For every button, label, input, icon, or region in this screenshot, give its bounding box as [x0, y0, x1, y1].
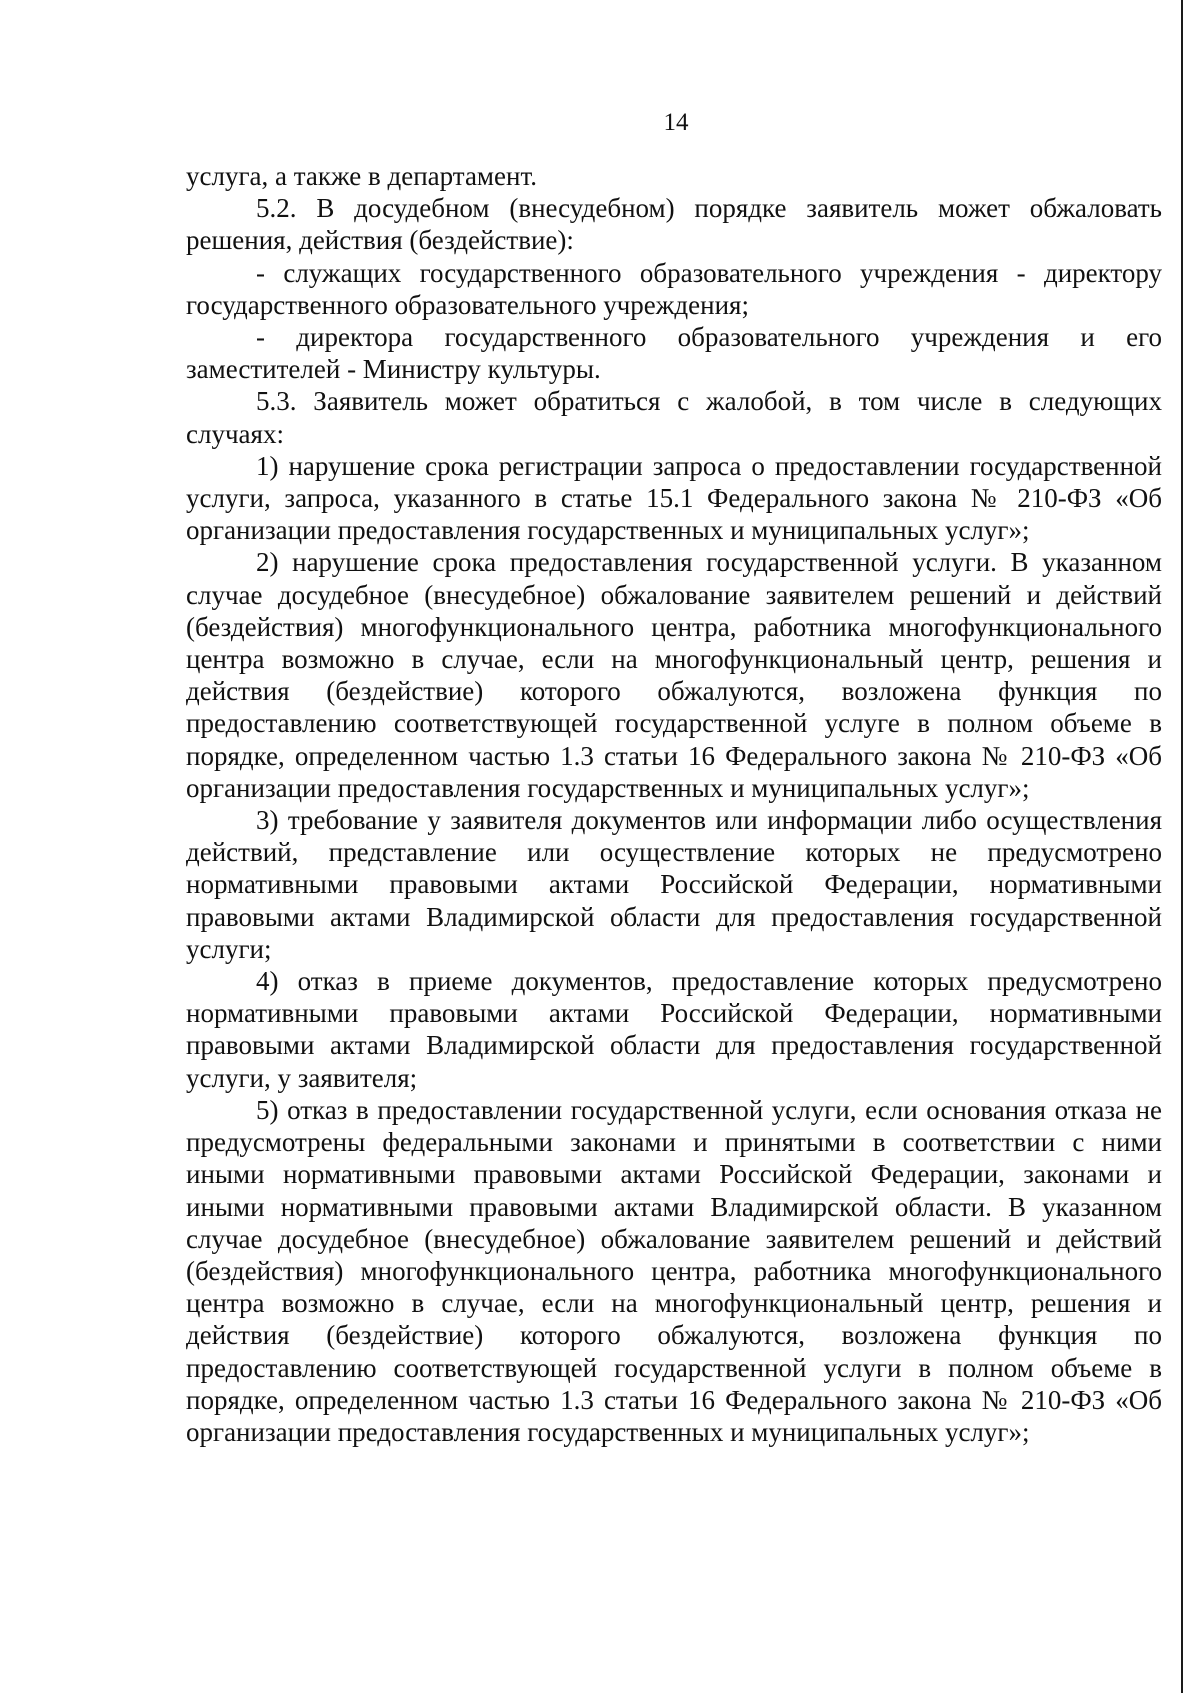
paragraph-5-2-item-2: - директора государственного образовательного учреждения и его заместителей - Министру культуры.: [186, 322, 1162, 385]
page-number: 14: [663, 109, 689, 136]
paragraph-5-3: 5.3. Заявитель может обратиться с жалобой, в том числе в следующих случаях:: [186, 386, 1162, 449]
paragraph-5-3-case-1: 1) нарушение срока регистрации запроса о предоставлении государственной услуги, запроса, указанного в статье 15.1 Федерального закона № 210-ФЗ «Об организации предоставления государственных и муниципальных услуг»;: [186, 450, 1162, 546]
document-body: [186, 160, 1162, 1448]
paragraph-5-3-case-5: 5) отказ в предоставлении государственной услуги, если основания отказа не предусмотрены федеральными законами и принятыми в соответствии с ними иными нормативными правовыми актами Российской Федерации, законами и иными нормативными правовыми актами Владимирской области. В указанном случае досудебное (внесудебное) обжалование заявителем решений и действий (бездействия) многофункционального центра, работника многофункционального центра возможно в случае, если на многофункциональный центр, решения и действия (бездействие) которого обжалуются, возложена функция по предоставлению соответствующей государственной услуги в полном объеме в порядке, определенном частью 1.3 статьи 16 Федерального закона № 210-ФЗ «Об организации предоставления государственных и муниципальных услуг»;: [186, 1094, 1162, 1447]
paragraph-5-2-item-1: - служащих государственного образовательного учреждения - директору государственного образовательного учреждения;: [186, 257, 1162, 320]
paragraph-5-3-case-3: 3) требование у заявителя документов или информации либо осуществления действий, представление или осуществление которых не предусмотрено нормативными правовыми актами Российской Федерации, нормативными правовыми актами Владимирской области для предоставления государственной услуги;: [186, 805, 1162, 964]
page-edge-line: [1181, 0, 1183, 1693]
paragraph-continuation: услуга, а также в департамент.: [186, 161, 537, 191]
paragraph-5-3-case-2: 2) нарушение срока предоставления государственной услуги. В указанном случае досудебное (внесудебное) обжалование заявителем решений и действий (бездействия) многофункционального центра, работника многофункционального центра возможно в случае, если на многофункциональный центр, решения и действия (бездействие) которого обжалуются, возложена функция по предоставлению соответствующей государственной услуге в полном объеме в порядке, определенном частью 1.3 статьи 16 Федерального закона № 210-ФЗ «Об организации предоставления государственных и муниципальных услуг»;: [186, 547, 1162, 803]
paragraph-5-3-case-4: 4) отказ в приеме документов, предоставление которых предусмотрено нормативными правовыми актами Российской Федерации, нормативными правовыми актами Владимирской области для предоставления государственной услуги, у заявителя;: [186, 966, 1162, 1093]
paragraph-5-2: 5.2. В досудебном (внесудебном) порядке заявитель может обжаловать решения, действия (бездействие):: [186, 193, 1162, 256]
